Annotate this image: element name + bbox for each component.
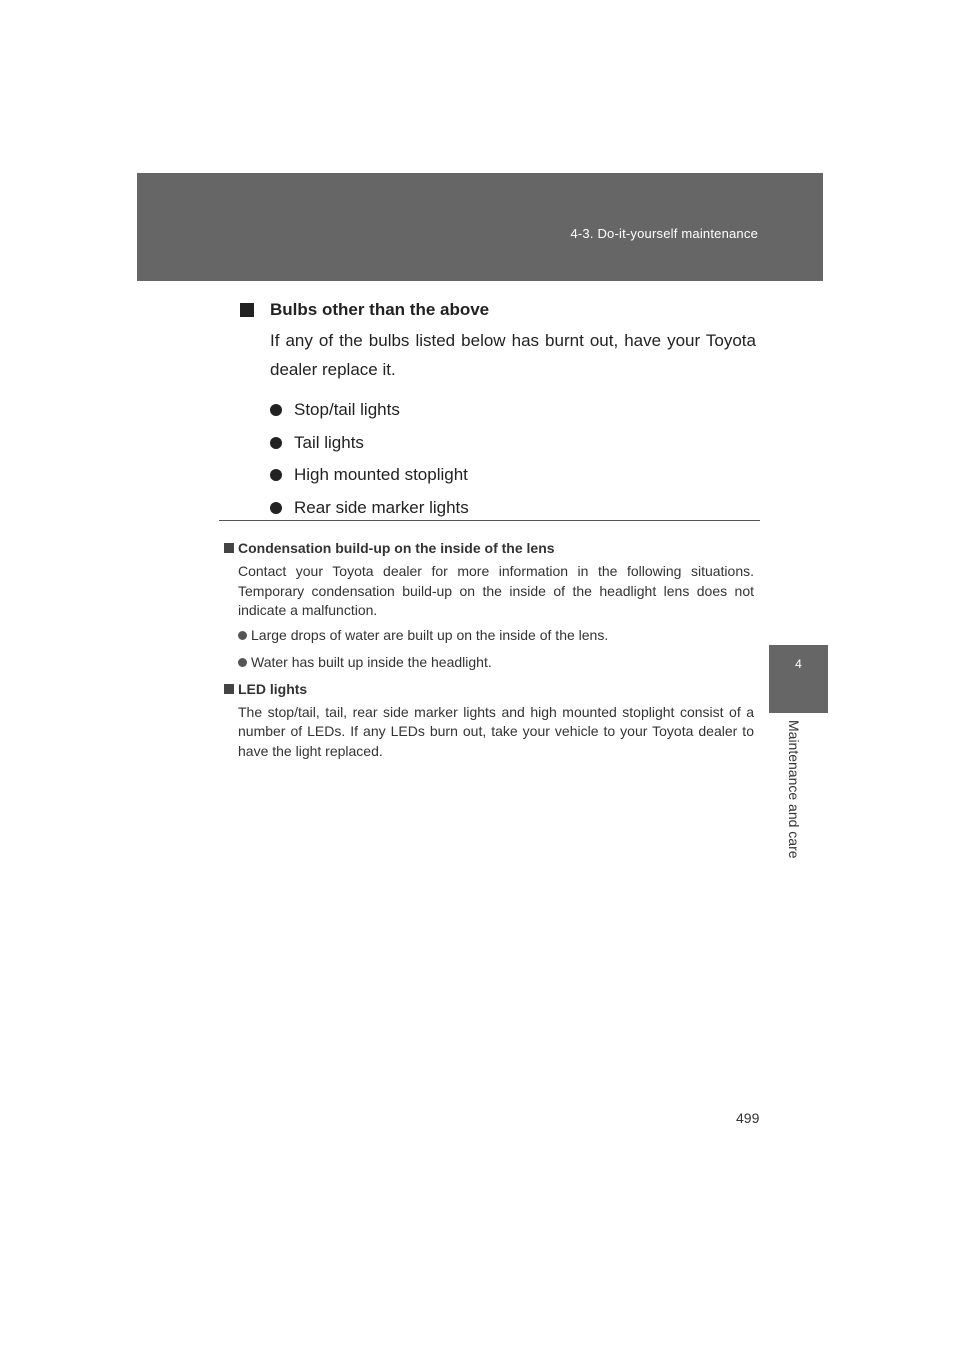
note-heading-text: Condensation build-up on the inside of the lens <box>238 540 555 556</box>
chapter-tab <box>769 645 828 713</box>
bullet-dot-icon <box>270 502 282 514</box>
bullet-dot-icon <box>270 469 282 481</box>
list-item <box>270 459 756 492</box>
note-heading-text: LED lights <box>238 680 308 697</box>
list-item-text: Stop/tail lights <box>294 400 400 420</box>
bullet-dot-icon <box>270 437 282 449</box>
note-heading-condensation <box>224 538 754 558</box>
bulb-list <box>270 394 756 524</box>
list-item <box>238 625 754 646</box>
list-item <box>270 394 756 427</box>
intro-paragraph: If any of the bulbs listed below has burnt out, have your Toyota dealer replace it. <box>270 331 756 379</box>
square-bullet-icon <box>224 684 234 694</box>
chapter-title: Maintenance and care <box>786 720 802 859</box>
header-band <box>137 173 823 281</box>
note-paragraph-led: The stop/tail, tail, rear side marker lights and high mounted stoplight consist of a number of LEDs. If any LEDs burn out, take your vehicle to your Toyota dealer to have the light replaced. <box>238 703 754 759</box>
section-title: 4-3. Do-it-yourself maintenance <box>570 226 758 241</box>
list-item <box>238 652 754 673</box>
list-item-text: Rear side marker lights <box>294 497 469 517</box>
bullet-dot-icon <box>270 404 282 416</box>
section-heading-text: Bulbs other than the above <box>270 300 490 319</box>
square-bullet-icon <box>240 303 254 317</box>
square-bullet-icon <box>224 543 234 553</box>
list-item-text: Water has built up inside the headlight. <box>251 654 492 670</box>
list-item <box>270 427 756 460</box>
section-heading <box>240 300 756 320</box>
chapter-number: 4 <box>795 657 802 671</box>
note-paragraph-condensation: Contact your Toyota dealer for more information in the following situations. Temporary condensation build-up on the inside of the headlight lens does not indicate a malfunction. <box>238 563 754 618</box>
section-divider <box>219 520 760 521</box>
bullet-dot-icon <box>238 631 247 640</box>
main-content <box>240 300 756 524</box>
note-heading-led <box>224 679 754 699</box>
list-item-text: Tail lights <box>294 432 364 452</box>
list-item-text: High mounted stoplight <box>294 465 468 485</box>
list-item-text: Large drops of water are built up on the inside of the lens. <box>251 627 609 643</box>
page-number: 499 <box>736 1110 760 1126</box>
bullet-dot-icon <box>238 658 247 667</box>
notes-section <box>224 538 754 765</box>
